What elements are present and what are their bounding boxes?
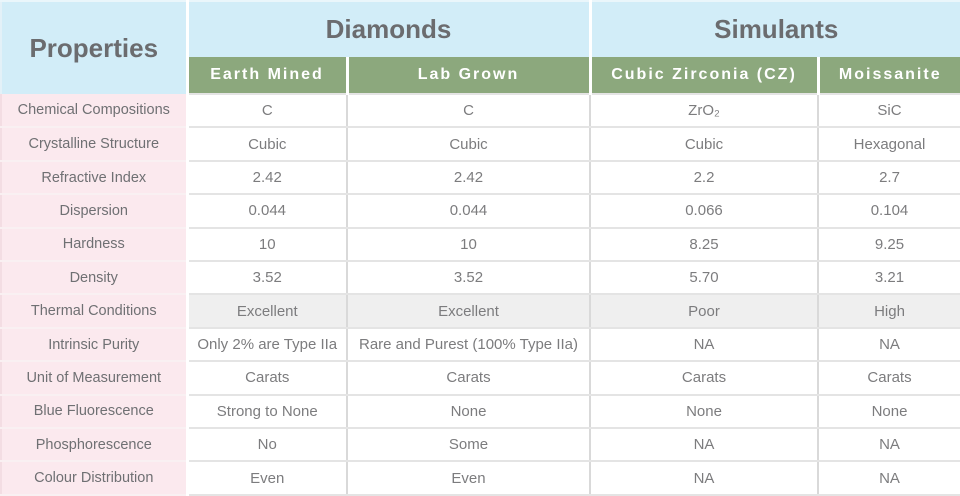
property-label: Refractive Index xyxy=(1,161,187,194)
table-row-hardness xyxy=(1,228,960,261)
cell-earth-mined: 2.42 xyxy=(187,161,347,194)
property-label: Crystalline Structure xyxy=(1,127,187,160)
table-row-crystalline-structure xyxy=(1,127,960,160)
cell-earth-mined: Cubic xyxy=(187,127,347,160)
cell-earth-mined: No xyxy=(187,428,347,461)
cell-lab-grown: Some xyxy=(347,428,590,461)
cell-moissanite: SiC xyxy=(818,94,960,127)
cell-lab-grown: Excellent xyxy=(347,294,590,327)
cell-cubic-zirconia: Poor xyxy=(590,294,818,327)
property-label: Colour Distribution xyxy=(1,461,187,495)
cell-cubic-zirconia: NA xyxy=(590,428,818,461)
cell-moissanite: 9.25 xyxy=(818,228,960,261)
cell-moissanite: 0.104 xyxy=(818,194,960,227)
table-row-unit-of-measurement xyxy=(1,361,960,394)
property-label: Density xyxy=(1,261,187,294)
cell-cubic-zirconia: 2.2 xyxy=(590,161,818,194)
cell-earth-mined: 0.044 xyxy=(187,194,347,227)
table-row-colour-distribution xyxy=(1,461,960,495)
cell-cubic-zirconia: 0.066 xyxy=(590,194,818,227)
cell-moissanite: NA xyxy=(818,428,960,461)
cell-lab-grown: 0.044 xyxy=(347,194,590,227)
cell-moissanite: NA xyxy=(818,328,960,361)
cell-earth-mined: Strong to None xyxy=(187,395,347,428)
cell-cubic-zirconia: 8.25 xyxy=(590,228,818,261)
cell-earth-mined: Carats xyxy=(187,361,347,394)
cell-cubic-zirconia: NA xyxy=(590,461,818,495)
column-header-cubic-zirconia: Cubic Zirconia (CZ) xyxy=(590,57,818,94)
cell-cubic-zirconia: Cubic xyxy=(590,127,818,160)
property-label: Intrinsic Purity xyxy=(1,328,187,361)
cell-lab-grown: 10 xyxy=(347,228,590,261)
cell-earth-mined: Only 2% are Type IIa xyxy=(187,328,347,361)
cell-earth-mined: Excellent xyxy=(187,294,347,327)
cell-lab-grown: Carats xyxy=(347,361,590,394)
table-row-density xyxy=(1,261,960,294)
cell-cubic-zirconia: ZrO₂ xyxy=(590,94,818,127)
cell-lab-grown: Rare and Purest (100% Type IIa) xyxy=(347,328,590,361)
cell-moissanite: High xyxy=(818,294,960,327)
cell-lab-grown: 2.42 xyxy=(347,161,590,194)
column-header-moissanite: Moissanite xyxy=(818,57,960,94)
cell-cubic-zirconia: None xyxy=(590,395,818,428)
cell-moissanite: NA xyxy=(818,461,960,495)
cell-lab-grown: 3.52 xyxy=(347,261,590,294)
table-row-refractive-index xyxy=(1,161,960,194)
cell-earth-mined: 10 xyxy=(187,228,347,261)
cell-moissanite: 2.7 xyxy=(818,161,960,194)
cell-lab-grown: C xyxy=(347,94,590,127)
table-row-thermal-conditions xyxy=(1,294,960,327)
table-row-chemical-compositions xyxy=(1,94,960,127)
cell-moissanite: 3.21 xyxy=(818,261,960,294)
cell-moissanite: Hexagonal xyxy=(818,127,960,160)
property-label: Hardness xyxy=(1,228,187,261)
corner-header: Properties xyxy=(1,1,187,94)
table-row-intrinsic-purity xyxy=(1,328,960,361)
property-label: Chemical Compositions xyxy=(1,94,187,127)
property-label: Unit of Measurement xyxy=(1,361,187,394)
cell-earth-mined: C xyxy=(187,94,347,127)
cell-moissanite: None xyxy=(818,395,960,428)
table-row-phosphorescence xyxy=(1,428,960,461)
cell-cubic-zirconia: NA xyxy=(590,328,818,361)
cell-earth-mined: Even xyxy=(187,461,347,495)
cell-cubic-zirconia: 5.70 xyxy=(590,261,818,294)
cell-lab-grown: Even xyxy=(347,461,590,495)
cell-cubic-zirconia: Carats xyxy=(590,361,818,394)
cell-lab-grown: None xyxy=(347,395,590,428)
group-header-row xyxy=(1,1,960,57)
column-header-earth-mined: Earth Mined xyxy=(187,57,347,94)
column-header-lab-grown: Lab Grown xyxy=(347,57,590,94)
property-label: Blue Fluorescence xyxy=(1,395,187,428)
table-row-blue-fluorescence xyxy=(1,395,960,428)
cell-earth-mined: 3.52 xyxy=(187,261,347,294)
property-label: Dispersion xyxy=(1,194,187,227)
cell-lab-grown: Cubic xyxy=(347,127,590,160)
group-header-simulants: Simulants xyxy=(590,1,960,57)
table-row-dispersion xyxy=(1,194,960,227)
property-label: Phosphorescence xyxy=(1,428,187,461)
group-header-diamonds: Diamonds xyxy=(187,1,590,57)
cell-moissanite: Carats xyxy=(818,361,960,394)
property-label: Thermal Conditions xyxy=(1,294,187,327)
